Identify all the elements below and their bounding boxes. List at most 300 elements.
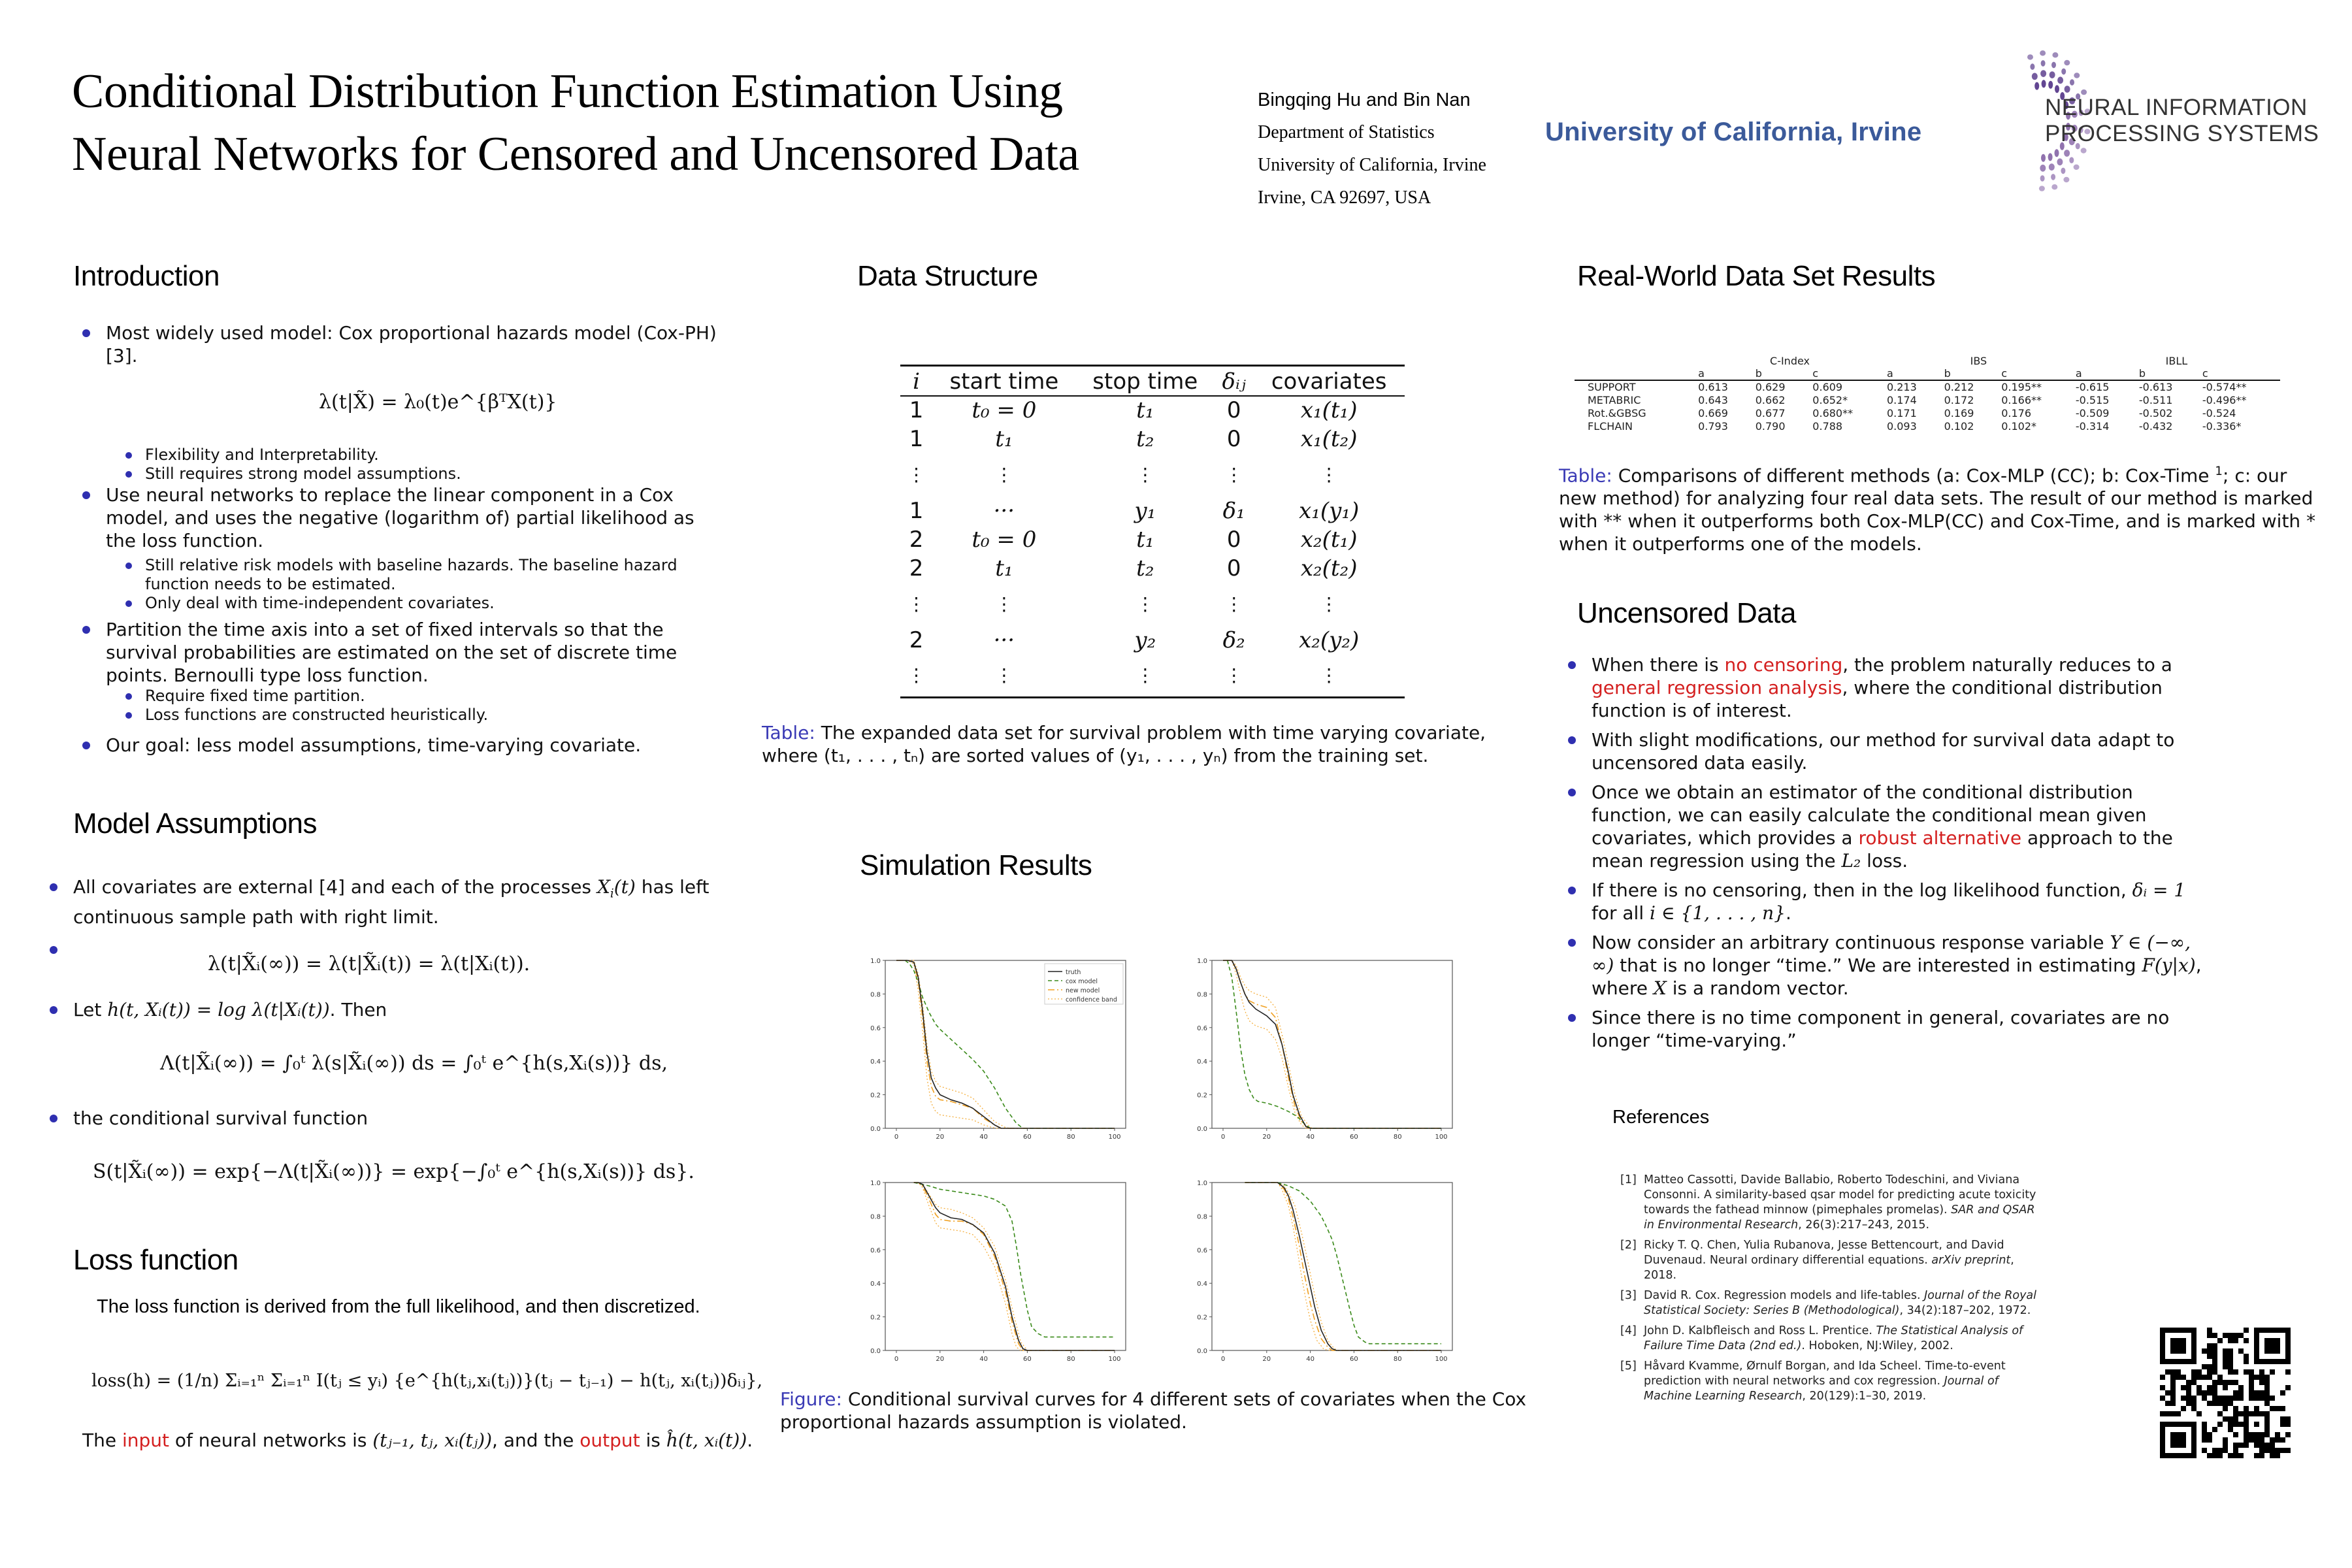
- qr-module: [2212, 1343, 2217, 1348]
- qr-module: [2254, 1406, 2259, 1411]
- logo-dot: [2061, 69, 2066, 75]
- qr-module: [2233, 1369, 2238, 1375]
- authors: Bingqing Hu and Bin Nan: [1258, 90, 1471, 110]
- qr-module: [2270, 1406, 2275, 1411]
- table-cell: x₂(t₁): [1300, 526, 1358, 553]
- qr-module: [2285, 1369, 2291, 1375]
- real-world-caption: [1559, 460, 2323, 555]
- x-tick-label: 0: [894, 1134, 899, 1141]
- table-cell: ⋮: [1224, 463, 1243, 485]
- qr-module: [2223, 1396, 2228, 1401]
- qr-module: [2254, 1437, 2259, 1443]
- intro-sub-3a: Require fixed time partition.: [73, 687, 720, 706]
- subcolumn-header: c: [2200, 367, 2280, 380]
- qr-module: [2238, 1348, 2244, 1354]
- y-tick-label: 0.6: [870, 1247, 881, 1254]
- qr-module: [2176, 1411, 2181, 1416]
- table-cell: ⋮: [1135, 593, 1154, 615]
- x-tick-label: 80: [1393, 1356, 1402, 1363]
- qr-module: [2259, 1369, 2264, 1375]
- x-tick-label: 20: [1262, 1134, 1271, 1141]
- qr-module: [2249, 1396, 2254, 1401]
- table-cell: t₀ = 0: [972, 397, 1037, 423]
- plot-4-svg: [1176, 1169, 1503, 1385]
- table-cell: δ₂: [1222, 627, 1245, 653]
- qr-module: [2207, 1348, 2212, 1354]
- table-row: [1575, 419, 2280, 433]
- table-cell: ⋮: [907, 593, 926, 615]
- qr-module: [2170, 1369, 2176, 1375]
- table-cell: ⋮: [1076, 655, 1215, 698]
- qr-module: [2275, 1437, 2280, 1443]
- reference-venue: The Statistical Analysis of Failure Time Data (2nd ed.): [1644, 1324, 2023, 1352]
- table-cell: y₁: [1134, 497, 1156, 524]
- table-cell: ···: [993, 497, 1015, 524]
- io-math-output: ĥ(t, xᵢ(t)): [666, 1429, 747, 1451]
- table-cell: t₁: [1136, 526, 1154, 553]
- series-line-new-model: [1223, 960, 1441, 1128]
- qr-module: [2186, 1401, 2191, 1406]
- reference-item: [1620, 1288, 2038, 1318]
- qr-module: [2244, 1443, 2249, 1448]
- legend-label: new model: [1066, 987, 1100, 994]
- qr-module: [2244, 1359, 2249, 1364]
- series-line-confidence-band-lower: [1245, 1183, 1441, 1350]
- qr-module: [2264, 1390, 2270, 1396]
- table-cell: 0: [1226, 526, 1241, 553]
- section-title-uncensored: Uncensored Data: [1577, 597, 1796, 629]
- logo-dot: [2081, 148, 2087, 153]
- metric-cell: 0.643: [1698, 393, 1728, 406]
- metric-cell: 0.669: [1698, 406, 1728, 419]
- metric-cell: 0.609: [1812, 381, 1843, 393]
- table-cell: 2: [909, 526, 924, 553]
- qr-module: [2270, 1443, 2275, 1448]
- x-tick-label: 60: [1023, 1134, 1032, 1141]
- section-title-loss-function: Loss function: [73, 1244, 238, 1276]
- qr-module: [2170, 1390, 2176, 1396]
- qr-module: [2212, 1333, 2217, 1338]
- qr-module: [2228, 1427, 2233, 1432]
- qr-module: [2238, 1453, 2244, 1458]
- table-cell: ⋮: [907, 463, 926, 485]
- simulation-plot-1: [849, 947, 1176, 1163]
- logo-dot: [2034, 82, 2039, 90]
- qr-module: [2233, 1333, 2238, 1338]
- qr-module: [2270, 1396, 2275, 1401]
- logo-dot: [2027, 54, 2033, 59]
- qr-module: [2176, 1369, 2181, 1375]
- metric-cell: 0.172: [1944, 393, 1974, 406]
- qr-module: [2223, 1364, 2228, 1369]
- subcolumn-header: c: [1999, 367, 2073, 380]
- metric-cell: 0.793: [1698, 419, 1728, 433]
- qr-module: [2285, 1432, 2291, 1437]
- qr-module: [2202, 1432, 2207, 1437]
- metric-cell: -0.496**: [2202, 393, 2247, 406]
- series-line-cox-model: [914, 1183, 1115, 1337]
- table-cell: ⋮: [994, 463, 1013, 485]
- reference-venue: SAR and QSAR in Environmental Research: [1644, 1203, 2035, 1232]
- qr-finder-core: [2170, 1338, 2186, 1354]
- u4-math-1: δᵢ = 1: [2132, 879, 2186, 901]
- metric-cell: -0.524: [2202, 406, 2236, 419]
- x-tick-label: 100: [1435, 1134, 1448, 1141]
- qr-module: [2191, 1396, 2197, 1401]
- loss-io-text: [82, 1429, 753, 1451]
- qr-module: [2233, 1338, 2238, 1343]
- qr-module: [2170, 1396, 2176, 1401]
- subcolumn-header: b: [2136, 367, 2200, 380]
- section-title-real-world: Real-World Data Set Results: [1577, 260, 1936, 292]
- u4-t3: .: [1786, 902, 1791, 924]
- reference-number: [5]: [1620, 1360, 1637, 1373]
- qr-module: [2170, 1401, 2176, 1406]
- subcolumn-header-row: [1575, 367, 2280, 380]
- subcolumn-header: a: [1695, 367, 1753, 380]
- legend-label: confidence band: [1066, 996, 1117, 1004]
- logo-dot: [2074, 165, 2080, 170]
- series-line-truth: [914, 1183, 1115, 1350]
- qr-module: [2233, 1390, 2238, 1396]
- metric-cell: 0.790: [1755, 419, 1786, 433]
- simulation-plot-4: [1176, 1169, 1503, 1385]
- dataset-name: METABRIC: [1588, 393, 1641, 406]
- simulation-caption: [780, 1388, 1577, 1433]
- qr-module: [2228, 1369, 2233, 1375]
- plot-frame: [1212, 960, 1452, 1128]
- qr-module: [2259, 1448, 2264, 1453]
- y-tick-label: 0.4: [1197, 1058, 1207, 1066]
- io-text-2: of neural networks is: [169, 1429, 373, 1451]
- qr-module: [2228, 1401, 2233, 1406]
- reference-item: [1620, 1238, 2038, 1283]
- logo-dot: [2070, 79, 2074, 86]
- logo-dot: [2064, 60, 2070, 65]
- series-line-cox-model: [1245, 1183, 1441, 1344]
- qr-module: [2197, 1411, 2202, 1416]
- references-list: [1620, 1173, 2038, 1409]
- table-row: [900, 396, 1405, 425]
- metric-cell: -0.336*: [2202, 419, 2242, 433]
- qr-module: [2223, 1380, 2228, 1385]
- y-tick-label: 1.0: [870, 1180, 881, 1187]
- qr-module: [2170, 1385, 2176, 1390]
- qr-module: [2249, 1437, 2254, 1443]
- intro-bullet-2: Use neural networks to replace the linear component in a Cox model, and uses the negative (logarithm of) partial likelihood as the loss function.: [73, 483, 720, 552]
- qr-module: [2160, 1385, 2165, 1390]
- reference-number: [4]: [1620, 1324, 1637, 1337]
- qr-module: [2285, 1416, 2291, 1422]
- y-tick-label: 0.6: [1197, 1024, 1207, 1032]
- equation-cumulative-hazard: Λ(t|X̃ᵢ(∞)) = ∫₀ᵗ λ(s|X̃ᵢ(∞)) ds = ∫₀ᵗ e^{h(s,Xᵢ(s))} ds,: [160, 1052, 668, 1075]
- rw-caption-label: Table:: [1559, 465, 1612, 487]
- x-tick-label: 80: [1066, 1356, 1075, 1363]
- x-tick-label: 20: [1262, 1356, 1271, 1363]
- table-cell: ⋮: [900, 655, 932, 698]
- assumption-bullet-2-dot: [41, 938, 73, 961]
- y-tick-label: 0.0: [870, 1126, 881, 1133]
- qr-module: [2217, 1396, 2223, 1401]
- rw-caption-footnote: 1: [2215, 465, 2223, 478]
- table-row: [900, 655, 1405, 698]
- real-world-results-table: [1575, 354, 2280, 433]
- qr-module: [2217, 1375, 2223, 1380]
- section-title-model-assumptions: Model Assumptions: [73, 808, 318, 840]
- qr-module: [2275, 1453, 2280, 1458]
- caption-text: The expanded data set for survival problem with time varying covariate, where (t₁, . . . , tₙ) are sorted values of (y₁, . . . , yₙ) from the training set.: [762, 722, 1486, 766]
- uncensored-list: [1559, 653, 2212, 1052]
- figure-caption-label: Figure:: [780, 1388, 842, 1410]
- qr-module: [2223, 1448, 2228, 1453]
- reference-text: Håvard Kvamme, Ørnulf Borgan, and Ida Scheel. Time-to-event prediction with neural networks and cox regression.: [1644, 1360, 2006, 1388]
- logo-dot: [2040, 70, 2046, 77]
- qr-module: [2202, 1390, 2207, 1396]
- logo-dot: [2055, 85, 2059, 93]
- qr-module: [2223, 1416, 2228, 1422]
- qr-module: [2280, 1406, 2285, 1411]
- col-header-i: i: [900, 366, 932, 396]
- qr-module: [2270, 1453, 2275, 1458]
- qr-module: [2207, 1364, 2212, 1369]
- plot-3-svg: [849, 1169, 1176, 1385]
- qr-module: [2275, 1432, 2280, 1437]
- qr-module: [2207, 1390, 2212, 1396]
- qr-module: [2249, 1375, 2254, 1380]
- qr-module: [2191, 1401, 2197, 1406]
- metric-cell: -0.515: [2075, 393, 2110, 406]
- rw-caption-text-1: Comparisons of different methods (a: Cox-MLP (CC); b: Cox-Time: [1612, 465, 2215, 487]
- assumption-1-math: X: [596, 876, 610, 898]
- y-tick-label: 0.2: [870, 1314, 881, 1322]
- logo-dot: [2069, 157, 2074, 163]
- metric-cell: 0.102*: [2001, 419, 2036, 433]
- qr-module: [2202, 1427, 2207, 1432]
- metric-cell: 0.195**: [2001, 381, 2042, 393]
- address: Irvine, CA 92697, USA: [1258, 188, 1431, 208]
- qr-module: [2233, 1411, 2238, 1416]
- table-cell: 1: [909, 397, 924, 423]
- u3-t3: loss.: [1861, 850, 1908, 872]
- series-line-confidence-band-upper: [1245, 1183, 1441, 1350]
- reference-tail: , 34(2):187–202, 1972.: [1899, 1304, 2031, 1317]
- qr-module: [2275, 1406, 2280, 1411]
- qr-module: [2238, 1333, 2244, 1338]
- assumption-3-pre: Let: [73, 999, 108, 1021]
- y-tick-label: 0.2: [870, 1092, 881, 1100]
- metric-cell: -0.314: [2075, 419, 2110, 433]
- qr-module: [2223, 1443, 2228, 1448]
- intro-bullet-3: Partition the time axis into a set of fixed intervals so that the survival probabilities are estimated on the set of discrete time points. Bernoulli type loss function.: [73, 618, 720, 687]
- metric-cell: 0.788: [1812, 419, 1843, 433]
- university: University of California, Irvine: [1258, 155, 1486, 175]
- qr-module: [2280, 1448, 2285, 1453]
- assumption-bullet-3-text: [41, 998, 720, 1021]
- qr-module: [2233, 1406, 2238, 1411]
- qr-module: [2238, 1411, 2244, 1416]
- assumption-1-math-2: (t): [613, 876, 636, 898]
- y-tick-label: 0.0: [870, 1348, 881, 1355]
- table-cell: t₂: [1136, 425, 1154, 452]
- qr-module: [2202, 1396, 2207, 1401]
- series-line-cox-model: [1228, 960, 1441, 1128]
- y-tick-label: 0.8: [870, 1213, 881, 1221]
- series-line-new-model: [1245, 1183, 1441, 1350]
- qr-module: [2233, 1416, 2238, 1422]
- logo-dot: [2039, 186, 2045, 191]
- qr-module: [2170, 1380, 2176, 1385]
- table-cell: 0: [1226, 425, 1241, 452]
- qr-module: [2207, 1369, 2212, 1375]
- y-tick-label: 0.4: [870, 1058, 881, 1066]
- qr-module: [2217, 1401, 2223, 1406]
- uncensored-bullet-5: [1559, 931, 2212, 1000]
- qr-module: [2181, 1406, 2186, 1411]
- reference-text: John D. Kalbfleisch and Ross L. Prentice.: [1644, 1324, 1876, 1337]
- qr-module: [2270, 1448, 2275, 1453]
- u3-t1: Once we obtain an estimator of the conditional distribution function, we can easily calculate the conditional mean given covariates, which provides a: [1592, 781, 2147, 849]
- table-row: [1575, 393, 2280, 406]
- qr-module: [2212, 1359, 2217, 1364]
- qr-module: [2233, 1422, 2238, 1427]
- y-tick-label: 0.6: [1197, 1247, 1207, 1254]
- qr-module: [2223, 1406, 2228, 1411]
- table-cell: ⋮: [1215, 655, 1253, 698]
- table-cell: ⋮: [1253, 655, 1405, 698]
- qr-align-core: [2254, 1422, 2259, 1427]
- section-title-data-structure: Data Structure: [857, 260, 1038, 292]
- table-row: [1575, 406, 2280, 419]
- y-tick-label: 0.2: [1197, 1314, 1207, 1322]
- logo-dot: [2061, 168, 2065, 174]
- x-tick-label: 80: [1393, 1134, 1402, 1141]
- table-row: [900, 497, 1405, 525]
- x-tick-label: 80: [1066, 1134, 1075, 1141]
- series-line-confidence-band-lower: [1223, 960, 1441, 1128]
- qr-module: [2186, 1396, 2191, 1401]
- logo-dot: [2051, 62, 2056, 69]
- metric-cell: 0.677: [1755, 406, 1786, 419]
- group-header-row: [1575, 354, 2280, 367]
- qr-module: [2160, 1375, 2165, 1380]
- qr-module: [2280, 1422, 2285, 1427]
- assumption-1-text-2: has left continuous sample path with right limit.: [73, 876, 710, 928]
- assumption-bullet-3: [41, 998, 720, 1021]
- assumption-bullet-4: [41, 1107, 720, 1130]
- qr-module: [2264, 1401, 2270, 1406]
- assumption-3-math: h(t, Xᵢ(t)) = log λ(t|Xᵢ(t)): [107, 999, 330, 1021]
- neurips-wordmark: [2045, 95, 2319, 147]
- qr-module: [2228, 1380, 2233, 1385]
- x-tick-label: 40: [1306, 1134, 1315, 1141]
- table-cell: ⋮: [1135, 463, 1154, 485]
- qr-module: [2165, 1411, 2170, 1416]
- introduction-list-2: [73, 446, 720, 757]
- table-cell: y₂: [1134, 627, 1156, 653]
- qr-module: [2254, 1390, 2259, 1396]
- reference-venue: Journal of Machine Learning Research: [1644, 1375, 1999, 1403]
- plot-frame: [1212, 1183, 1452, 1350]
- qr-module: [2202, 1364, 2207, 1369]
- table-cell: t₁: [995, 555, 1013, 581]
- table-cell: 0: [1226, 555, 1241, 581]
- qr-module: [2202, 1437, 2207, 1443]
- x-tick-label: 100: [1108, 1134, 1121, 1141]
- u4-t1: If there is no censoring, then in the log likelihood function,: [1592, 879, 2132, 901]
- qr-module: [2207, 1432, 2212, 1437]
- metric-cell: -0.432: [2138, 419, 2173, 433]
- qr-module: [2228, 1453, 2233, 1458]
- table-cell: 2: [909, 627, 924, 653]
- qr-module: [2264, 1443, 2270, 1448]
- table-cell: x₁(t₂): [1300, 425, 1358, 452]
- qr-module: [2197, 1385, 2202, 1390]
- reference-item: [1620, 1359, 2038, 1404]
- reference-item: [1620, 1324, 2038, 1354]
- logo-dot: [2065, 86, 2070, 93]
- reference-item: [1620, 1173, 2038, 1233]
- logo-dot: [2032, 73, 2038, 80]
- y-tick-label: 0.2: [1197, 1092, 1207, 1100]
- assumption-bullet-2: [41, 938, 67, 961]
- table-cell: 2: [909, 555, 924, 581]
- table-cell: ⋮: [994, 593, 1013, 615]
- u1-t2: , the problem naturally reduces to a: [1842, 654, 2172, 676]
- u5-t1: Now consider an arbitrary continuous response variable: [1592, 932, 2110, 953]
- logo-dot: [2048, 81, 2053, 89]
- col-header-stop-time: stop time: [1076, 366, 1215, 396]
- qr-module: [2249, 1380, 2254, 1385]
- equation-loss: loss(h) = (1/n) Σᵢ₌₁ⁿ Σᵢ₌₁ⁿ I(tⱼ ≤ yᵢ) {e^{h(tⱼ,xᵢ(tⱼ))}(tⱼ − tⱼ₋₁) − h(tⱼ, xᵢ(tⱼ))δᵢⱼ},: [91, 1371, 763, 1391]
- reference-text: David R. Cox. Regression models and life-tables.: [1644, 1289, 1925, 1302]
- intro-sub-2b: Only deal with time-independent covariates.: [73, 594, 720, 613]
- qr-module: [2228, 1338, 2233, 1343]
- assumption-bullet-1: [41, 875, 720, 928]
- section-title-introduction: Introduction: [73, 260, 220, 292]
- qr-module: [2259, 1443, 2264, 1448]
- table-cell: x₁(t₁): [1300, 397, 1358, 423]
- io-text-5: .: [747, 1429, 753, 1451]
- qr-module: [2233, 1443, 2238, 1448]
- y-tick-label: 0.4: [870, 1281, 881, 1288]
- qr-module: [2191, 1369, 2197, 1375]
- col-header-delta: δᵢⱼ: [1215, 366, 1253, 396]
- qr-module: [2228, 1333, 2233, 1338]
- qr-module: [2160, 1396, 2165, 1401]
- qr-module: [2207, 1375, 2212, 1380]
- y-tick-label: 0.8: [870, 991, 881, 999]
- io-math-input: (tⱼ₋₁, tⱼ, xᵢ(tⱼ)): [372, 1429, 493, 1451]
- qr-module: [2244, 1437, 2249, 1443]
- qr-module: [2223, 1385, 2228, 1390]
- reference-venue: Journal of the Royal Statistical Society: Series B (Methodological): [1644, 1289, 2037, 1317]
- qr-module: [2259, 1390, 2264, 1396]
- qr-code-icon[interactable]: [2160, 1328, 2291, 1458]
- logo-dot: [2030, 63, 2034, 70]
- reference-tail: , 26(3):217–243, 2015.: [1798, 1218, 1930, 1232]
- table-cell: ⋮: [1320, 463, 1339, 485]
- x-tick-label: 60: [1023, 1356, 1032, 1363]
- table-cell: t₁: [1136, 397, 1154, 423]
- qr-code-graphic: [2160, 1328, 2291, 1458]
- qr-module: [2212, 1453, 2217, 1458]
- metric-cell: 0.662: [1755, 393, 1786, 406]
- metric-cell: 0.652*: [1812, 393, 1848, 406]
- qr-module: [2244, 1328, 2249, 1333]
- x-tick-label: 100: [1435, 1356, 1448, 1363]
- table-cell: ⋮: [1320, 593, 1339, 615]
- subcolumn-header: a: [1884, 367, 1942, 380]
